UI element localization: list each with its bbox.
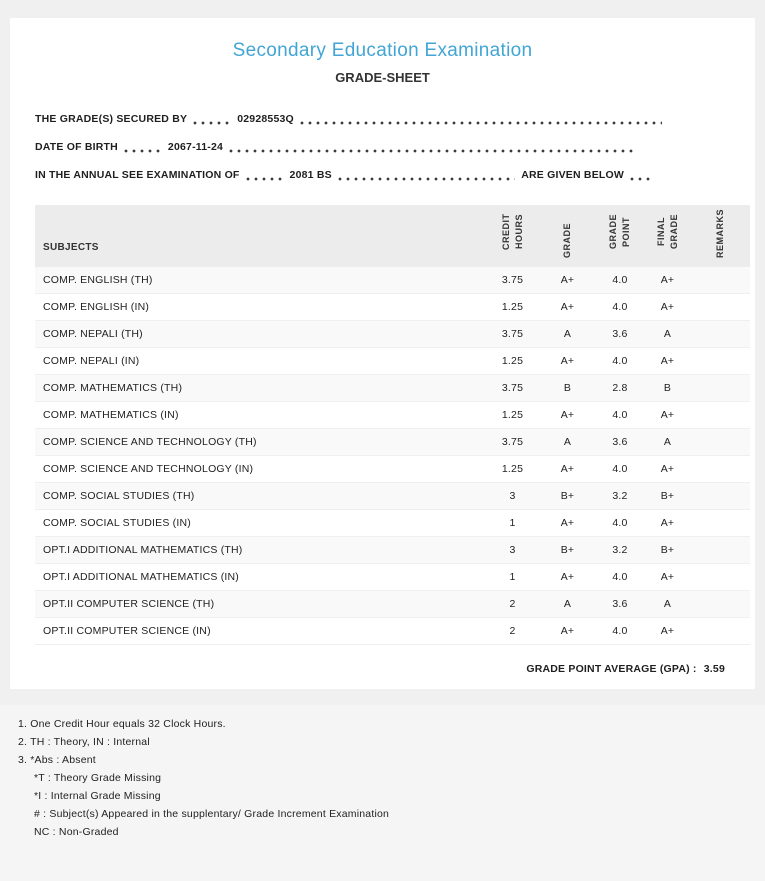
cell-subject: COMP. NEPALI (TH) bbox=[35, 321, 485, 348]
cell-final_grade: A bbox=[645, 429, 690, 456]
cell-subject: OPT.II COMPUTER SCIENCE (TH) bbox=[35, 591, 485, 618]
cell-remarks bbox=[690, 456, 750, 483]
cell-remarks bbox=[690, 267, 750, 294]
cell-grade_point: 3.6 bbox=[595, 429, 645, 456]
cell-grade: B+ bbox=[540, 537, 595, 564]
grade-header-label: GRADE bbox=[562, 223, 572, 259]
table-row bbox=[35, 564, 750, 591]
table-row bbox=[35, 537, 750, 564]
cell-grade_point: 4.0 bbox=[595, 564, 645, 591]
cell-grade_point: 3.6 bbox=[595, 591, 645, 618]
table-row bbox=[35, 591, 750, 618]
cell-final_grade: A+ bbox=[645, 456, 690, 483]
cell-final_grade: A+ bbox=[645, 402, 690, 429]
note-line: *I : Internal Grade Missing bbox=[34, 790, 161, 803]
cell-final_grade: A bbox=[645, 591, 690, 618]
final-grade-header-label: FINAL GRADE bbox=[655, 214, 679, 250]
cell-remarks bbox=[690, 321, 750, 348]
note-line: *T : Theory Grade Missing bbox=[34, 772, 162, 785]
table-row bbox=[35, 483, 750, 510]
cell-grade_point: 4.0 bbox=[595, 402, 645, 429]
cell-grade_point: 4.0 bbox=[595, 267, 645, 294]
cell-subject: COMP. MATHEMATICS (TH) bbox=[35, 375, 485, 402]
symbol-number-value: 02928553Q bbox=[237, 113, 294, 125]
table-row bbox=[35, 456, 750, 483]
table-row bbox=[35, 348, 750, 375]
cell-remarks bbox=[690, 348, 750, 375]
credit-hours-header-label: CREDIT HOURS bbox=[500, 213, 524, 251]
cell-credit_hours: 3.75 bbox=[485, 375, 540, 402]
table-header-row bbox=[35, 205, 750, 267]
table-row bbox=[35, 618, 750, 645]
cell-grade: A+ bbox=[540, 348, 595, 375]
exam-year-label: IN THE ANNUAL SEE EXAMINATION OF bbox=[35, 169, 240, 181]
cell-grade_point: 4.0 bbox=[595, 618, 645, 645]
cell-credit_hours: 3 bbox=[485, 537, 540, 564]
cell-remarks bbox=[690, 564, 750, 591]
cell-remarks bbox=[690, 591, 750, 618]
note-line: # : Subject(s) Appeared in the supplentary/ Grade Increment Examination bbox=[34, 808, 390, 821]
cell-subject: COMP. MATHEMATICS (IN) bbox=[35, 402, 485, 429]
grade-sheet-heading: GRADE-SHEET bbox=[335, 70, 430, 85]
grade-table bbox=[35, 205, 750, 645]
cell-credit_hours: 3.75 bbox=[485, 321, 540, 348]
cell-grade: A bbox=[540, 321, 595, 348]
cell-grade: A+ bbox=[540, 294, 595, 321]
date-of-birth-line bbox=[35, 133, 642, 161]
table-row bbox=[35, 267, 750, 294]
cell-grade: B bbox=[540, 375, 595, 402]
dot-leader bbox=[300, 121, 662, 125]
cell-credit_hours: 1 bbox=[485, 564, 540, 591]
table-row bbox=[35, 375, 750, 402]
cell-grade: A bbox=[540, 429, 595, 456]
remarks-header-label: REMARKS bbox=[714, 209, 725, 259]
cell-subject: COMP. SCIENCE AND TECHNOLOGY (TH) bbox=[35, 429, 485, 456]
cell-credit_hours: 2 bbox=[485, 591, 540, 618]
cell-grade_point: 4.0 bbox=[595, 510, 645, 537]
cell-remarks bbox=[690, 429, 750, 456]
cell-grade: B+ bbox=[540, 483, 595, 510]
dot-leader bbox=[630, 177, 652, 181]
cell-grade_point: 4.0 bbox=[595, 348, 645, 375]
cell-subject: COMP. ENGLISH (TH) bbox=[35, 267, 485, 294]
cell-final_grade: B bbox=[645, 375, 690, 402]
cell-grade_point: 2.8 bbox=[595, 375, 645, 402]
cell-remarks bbox=[690, 402, 750, 429]
cell-grade_point: 4.0 bbox=[595, 456, 645, 483]
grade-sheet-panel bbox=[10, 18, 755, 689]
col-header-remarks bbox=[690, 205, 750, 267]
note-line: 3. *Abs : Absent bbox=[18, 754, 96, 767]
grade-point-header-label: GRADE POINT bbox=[608, 214, 631, 250]
date-of-birth-label: DATE OF BIRTH bbox=[35, 141, 118, 153]
exam-year-line bbox=[35, 161, 658, 189]
dot-leader bbox=[246, 177, 284, 181]
secured-by-line bbox=[35, 105, 668, 133]
cell-credit_hours: 1.25 bbox=[485, 456, 540, 483]
cell-grade_point: 3.2 bbox=[595, 537, 645, 564]
note-line: 1. One Credit Hour equals 32 Clock Hours. bbox=[18, 718, 226, 731]
page-title: Secondary Education Examination bbox=[232, 40, 533, 61]
cell-final_grade: B+ bbox=[645, 537, 690, 564]
cell-grade: A bbox=[540, 591, 595, 618]
cell-credit_hours: 1.25 bbox=[485, 294, 540, 321]
cell-grade: A+ bbox=[540, 564, 595, 591]
exam-year-value: 2081 BS bbox=[289, 169, 332, 181]
cell-final_grade: A+ bbox=[645, 618, 690, 645]
cell-credit_hours: 1 bbox=[485, 510, 540, 537]
col-header-final-grade bbox=[645, 205, 690, 267]
cell-grade: A+ bbox=[540, 510, 595, 537]
cell-grade: A+ bbox=[540, 618, 595, 645]
cell-credit_hours: 1.25 bbox=[485, 402, 540, 429]
cell-final_grade: A bbox=[645, 321, 690, 348]
table-row bbox=[35, 294, 750, 321]
cell-remarks bbox=[690, 618, 750, 645]
cell-grade_point: 3.2 bbox=[595, 483, 645, 510]
gpa-label: GRADE POINT AVERAGE (GPA) : bbox=[526, 663, 697, 676]
secured-by-label: THE GRADE(S) SECURED BY bbox=[35, 113, 188, 125]
col-header-grade bbox=[540, 205, 595, 267]
cell-final_grade: A+ bbox=[645, 348, 690, 375]
note-line: 2. TH : Theory, IN : Internal bbox=[18, 736, 150, 749]
cell-grade: A+ bbox=[540, 456, 595, 483]
cell-grade: A+ bbox=[540, 267, 595, 294]
cell-credit_hours: 3 bbox=[485, 483, 540, 510]
cell-remarks bbox=[690, 375, 750, 402]
cell-final_grade: B+ bbox=[645, 483, 690, 510]
dot-leader bbox=[338, 177, 515, 181]
dot-leader bbox=[229, 149, 636, 153]
cell-remarks bbox=[690, 483, 750, 510]
cell-credit_hours: 3.75 bbox=[485, 267, 540, 294]
dot-leader bbox=[124, 149, 162, 153]
dot-leader bbox=[193, 121, 231, 125]
notes-section bbox=[0, 705, 765, 881]
cell-final_grade: A+ bbox=[645, 510, 690, 537]
cell-subject: OPT.I ADDITIONAL MATHEMATICS (TH) bbox=[35, 537, 485, 564]
gpa-line bbox=[35, 663, 725, 675]
cell-remarks bbox=[690, 294, 750, 321]
table-row bbox=[35, 321, 750, 348]
cell-final_grade: A+ bbox=[645, 564, 690, 591]
cell-credit_hours: 2 bbox=[485, 618, 540, 645]
date-of-birth-value: 2067-11-24 bbox=[167, 141, 224, 153]
table-row bbox=[35, 402, 750, 429]
cell-grade_point: 3.6 bbox=[595, 321, 645, 348]
cell-subject: COMP. SOCIAL STUDIES (IN) bbox=[35, 510, 485, 537]
note-line: NC : Non-Graded bbox=[34, 826, 119, 839]
table-row bbox=[35, 429, 750, 456]
cell-subject: COMP. SOCIAL STUDIES (TH) bbox=[35, 483, 485, 510]
exam-line-suffix: ARE GIVEN BELOW bbox=[521, 169, 624, 181]
cell-grade_point: 4.0 bbox=[595, 294, 645, 321]
cell-subject: COMP. ENGLISH (IN) bbox=[35, 294, 485, 321]
cell-subject: OPT.II COMPUTER SCIENCE (IN) bbox=[35, 618, 485, 645]
table-row bbox=[35, 510, 750, 537]
col-header-grade-point bbox=[595, 205, 645, 267]
cell-subject: COMP. NEPALI (IN) bbox=[35, 348, 485, 375]
cell-subject: OPT.I ADDITIONAL MATHEMATICS (IN) bbox=[35, 564, 485, 591]
cell-grade: A+ bbox=[540, 402, 595, 429]
cell-subject: COMP. SCIENCE AND TECHNOLOGY (IN) bbox=[35, 456, 485, 483]
cell-credit_hours: 3.75 bbox=[485, 429, 540, 456]
cell-remarks bbox=[690, 510, 750, 537]
col-header-credit-hours bbox=[485, 205, 540, 267]
cell-remarks bbox=[690, 537, 750, 564]
cell-credit_hours: 1.25 bbox=[485, 348, 540, 375]
col-header-subjects: SUBJECTS bbox=[35, 205, 485, 267]
statement-lines bbox=[10, 105, 755, 189]
gpa-value: 3.59 bbox=[703, 663, 725, 676]
grade-table-body bbox=[35, 267, 750, 645]
cell-final_grade: A+ bbox=[645, 294, 690, 321]
cell-final_grade: A+ bbox=[645, 267, 690, 294]
